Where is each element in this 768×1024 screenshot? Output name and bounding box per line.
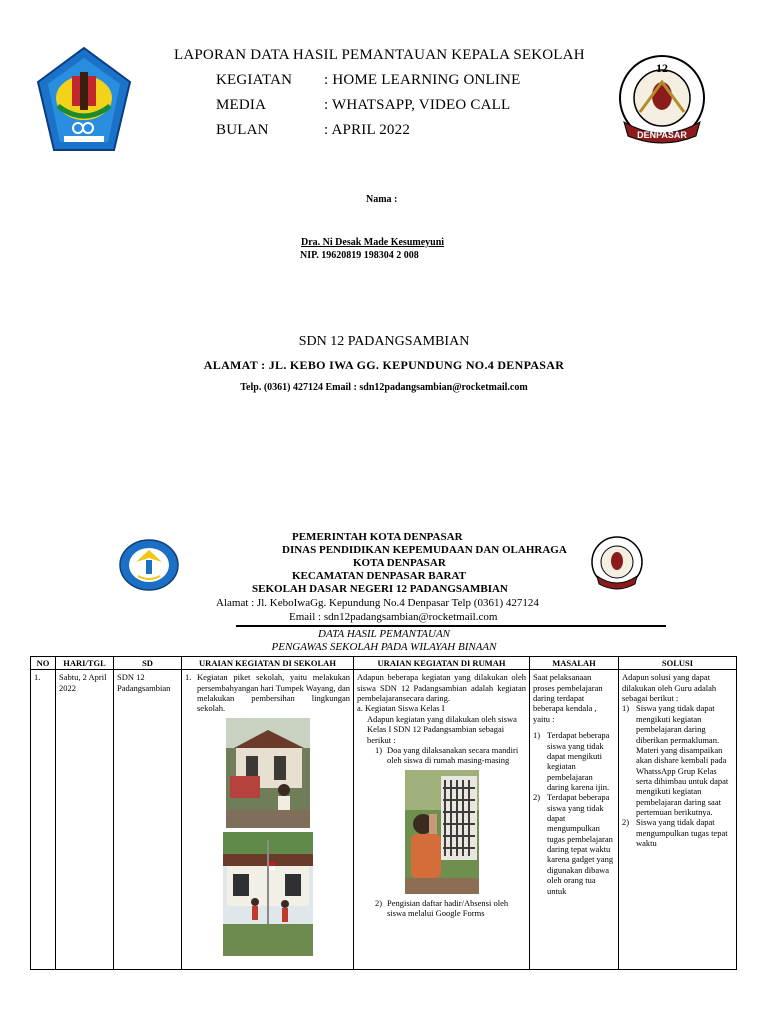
- monitoring-table: [30, 656, 737, 970]
- tut-wuri-logo: [118, 538, 180, 592]
- home-item-1: Doa yang dilaksanakan secara mandiri oleh siswa di rumah masing-masing: [387, 744, 519, 766]
- header-solution: SOLUSI: [619, 657, 737, 670]
- school-logo: [612, 52, 712, 148]
- report-row-kegiatan-label: KEGIATAN: [216, 72, 293, 88]
- letterhead-line2: DINAS PENDIDIKAN KEPEMUDAAN DAN OLAHRAGA: [282, 544, 567, 556]
- school-logo-small: [589, 534, 645, 592]
- header-date: HARI/TGL: [56, 657, 114, 670]
- school-activity-text: Kegiatan piket sekolah, yaitu melakukan persembahyangan hari Tumpek Wayang, dan melakukan pembersihan lingkungan sekolah.: [197, 672, 350, 714]
- home-intro: Adapun beberapa kegiatan yang dilakukan oleh siswa SDN 12 Padangsambian adalah kegiatan pembelajaransecara daring.: [357, 672, 526, 704]
- province-logo: [36, 46, 132, 154]
- letterhead-divider: [236, 625, 666, 627]
- cell-no: 1.: [31, 670, 56, 970]
- solution-1: Siswa yang tidak dapat mengikuti kegiatan pembelajaran daring diberikan permakluman. Materi yang disampaikan akan dishare kembali pada WhatssApp Grup Kelas serta dihimbau untuk dapat mengikuti kegiatan pembelajaran daring saat pertemuan berikutnya.: [636, 703, 729, 818]
- nip: NIP. 19620819 198304 2 008: [300, 250, 419, 261]
- solution-intro: Adapun solusi yang dapat dilakukan oleh Guru adalah sebagai berikut :: [622, 672, 717, 704]
- school-address: ALAMAT : JL. KEBO IWA GG. KEPUNDUNG NO.4 DENPASAR: [203, 358, 565, 372]
- header-school-activity: URAIAN KEGIATAN DI SEKOLAH: [182, 657, 354, 670]
- problem-2: Terdapat beberapa siswa yang tidak dapat mengumpulkan tugas pembelajaran daring tepat waktu karena gadget yang digunakan dibawa oleh orang tua untuk: [547, 792, 614, 896]
- name-value: Dra. Ni Desak Made Kesumeyuni: [301, 237, 445, 248]
- school-name: SDN 12 PADANGSAMBIAN: [298, 334, 470, 349]
- report-row-bulan-label: BULAN: [216, 122, 269, 138]
- photo-student-prayer: [405, 770, 479, 894]
- school-logo-number: 12: [656, 61, 668, 75]
- report-row-bulan-value: : APRIL 2022: [324, 122, 411, 138]
- letterhead-line4: KECAMATAN DENPASAR BARAT: [292, 570, 466, 582]
- data-subtitle: PENGAWAS SEKOLAH PADA WILAYAH BINAAN: [271, 641, 497, 653]
- header-home-activity: URAIAN KEGIATAN DI RUMAH: [354, 657, 530, 670]
- header-sd: SD: [114, 657, 182, 670]
- report-row-media-label: MEDIA: [216, 97, 267, 113]
- cell-solution: Adapun solusi yang dapat dilakukan oleh Guru adalah sebagai berikut : 1) Siswa yang tidak dapat mengikuti kegiatan pembelajaran daring diberikan permakluman. Materi yang disampaikan akan dishare kembali pada WhatssApp Grup Kelas serta dihimbau untuk dapat mengikuti kegiatan pembelajaran daring saat pertemuan berikutnya. 2) Siswa yang tidak dapat mengumpulkan tugas tepat waktu: [619, 670, 737, 970]
- letterhead-email: Email : sdn12padangsambian@rocketmail.com: [289, 611, 498, 623]
- header-no: NO: [31, 657, 56, 670]
- data-title: DATA HASIL PEMANTAUAN: [318, 628, 450, 640]
- letterhead-address: Alamat : Jl. KeboIwaGg. Kepundung No.4 Denpasar Telp (0361) 427124: [216, 597, 539, 609]
- table-row: [31, 670, 737, 970]
- home-item-2: Pengisian daftar hadir/Absensi oleh siswa melalui Google Forms: [387, 897, 509, 918]
- letterhead-line5: SEKOLAH DASAR NEGERI 12 PADANGSAMBIAN: [252, 583, 508, 595]
- report-title: LAPORAN DATA HASIL PEMANTAUAN KEPALA SEKOLAH: [174, 47, 585, 63]
- problem-intro: Saat pelaksanaan proses pembelajaran daring terdapat beberapa kendala , yaitu :: [533, 672, 603, 724]
- photo-school-flag: [223, 832, 313, 956]
- cell-home-activity: Adapun beberapa kegiatan yang dilakukan oleh siswa SDN 12 Padangsambian adalah kegiatan pembelajaransecara daring. a. Kegiatan Siswa Kelas I Adapun kegiatan yang dilakukan oleh siswa Kelas I SDN 12 Padangsambian sebagai berikut : 1) Doa yang dilaksanakan secara mandiri oleh siswa di rumah masing-masing 2) Pengisian daftar hadir/Absensi oleh siswa melalui Google Forms: [354, 670, 530, 970]
- solution-2: Siswa yang tidak dapat mengumpulkan tugas tepat waktu: [636, 817, 728, 849]
- table-header-row: [31, 657, 737, 670]
- home-section-a: a. Kegiatan Siswa Kelas I: [357, 703, 445, 714]
- cell-problem: Saat pelaksanaan proses pembelajaran daring terdapat beberapa kendala , yaitu : 1) Terdapat beberapa siswa yang tidak dapat mengikuti kegiatan pembelajaran daring karena ijin. 2) Terdapat beberapa siswa yang tidak dapat mengumpulkan tugas pembelajaran daring tepat waktu karena gadget yang digunakan dibawa oleh orang tua untuk: [530, 670, 619, 970]
- problem-1: Terdapat beberapa siswa yang tidak dapat mengikuti kegiatan pembelajaran daring karena ijin.: [547, 730, 610, 792]
- letterhead-line3: KOTA DENPASAR: [353, 557, 446, 569]
- name-label: Nama :: [366, 194, 398, 205]
- cell-school-activity: 1. Kegiatan piket sekolah, yaitu melakukan persembahyangan hari Tumpek Wayang, dan melakukan pembersihan lingkungan sekolah.: [182, 670, 354, 970]
- report-row-kegiatan-value: : HOME LEARNING ONLINE: [324, 72, 521, 88]
- cell-sd: SDN 12 Padangsambian: [114, 670, 182, 970]
- header-problem: MASALAH: [530, 657, 619, 670]
- letterhead-line1: PEMERINTAH KOTA DENPASAR: [292, 531, 463, 543]
- school-logo-city: DENPASAR: [637, 130, 687, 140]
- photo-school-ceremony: [226, 718, 310, 828]
- school-contact: Telp. (0361) 427124 Email : sdn12padangsambian@rocketmail.com: [240, 382, 528, 393]
- home-section-a-desc: Adapun kegiatan yang dilakukan oleh siswa Kelas I SDN 12 Padangsambian sebagai berikut :: [367, 713, 517, 745]
- report-row-media-value: : WHATSAPP, VIDEO CALL: [324, 97, 511, 113]
- cell-date: Sabtu, 2 April 2022: [56, 670, 114, 970]
